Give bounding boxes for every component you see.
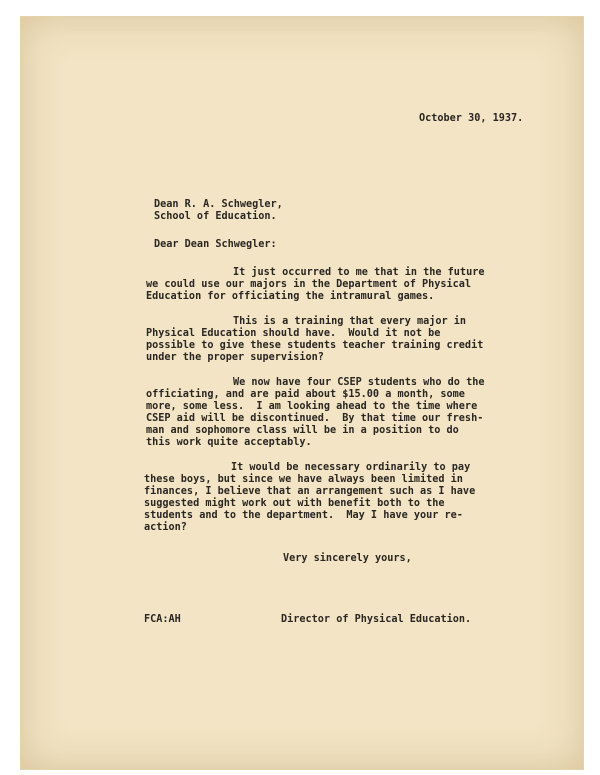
- paragraph-line: suggested might work out with benefit both to the: [144, 498, 445, 509]
- paragraph-line: officiating, and are paid about $15.00 a month, some: [146, 389, 465, 400]
- letter-date: October 30, 1937.: [419, 113, 524, 124]
- paragraph-line: students and to the department. May I have your re-: [144, 510, 463, 521]
- closing: Very sincerely yours,: [283, 553, 412, 564]
- paragraph-line: finances, I believe that an arrangement such as I have: [144, 486, 476, 497]
- paragraph-line: we could use our majors in the Department of Physical: [146, 279, 472, 290]
- paragraph-line: This is a training that every major in: [233, 316, 467, 327]
- paragraph-line: more, some less. I am looking ahead to the time where: [146, 401, 478, 412]
- paragraph-line: this work quite acceptably.: [146, 437, 312, 448]
- paragraph-line: man and sophomore class will be in a position to do: [146, 425, 459, 436]
- signature-title: Director of Physical Education.: [281, 614, 472, 625]
- paragraph-line: possible to give these students teacher training credit: [146, 340, 484, 351]
- typist-initials: FCA:AH: [144, 614, 181, 625]
- letter-page: [20, 16, 584, 770]
- paragraph-line: We now have four CSEP students who do the: [233, 377, 485, 388]
- paragraph-line: Physical Education should have. Would it not be: [146, 328, 441, 339]
- recipient-department: School of Education.: [154, 211, 277, 222]
- paragraph-line: under the proper supervision?: [146, 352, 324, 363]
- paragraph-line: Education for officiating the intramural games.: [146, 291, 435, 302]
- paragraph-line: It just occurred to me that in the future: [233, 267, 485, 278]
- paragraph-line: action?: [144, 522, 187, 533]
- paragraph-line: It would be necessary ordinarily to pay: [231, 462, 471, 473]
- paragraph-line: these boys, but since we have always been limited in: [144, 474, 463, 485]
- paragraph-line: CSEP aid will be discontinued. By that time our fresh-: [146, 413, 484, 424]
- salutation: Dear Dean Schwegler:: [154, 239, 277, 250]
- recipient-name: Dean R. A. Schwegler,: [154, 199, 283, 210]
